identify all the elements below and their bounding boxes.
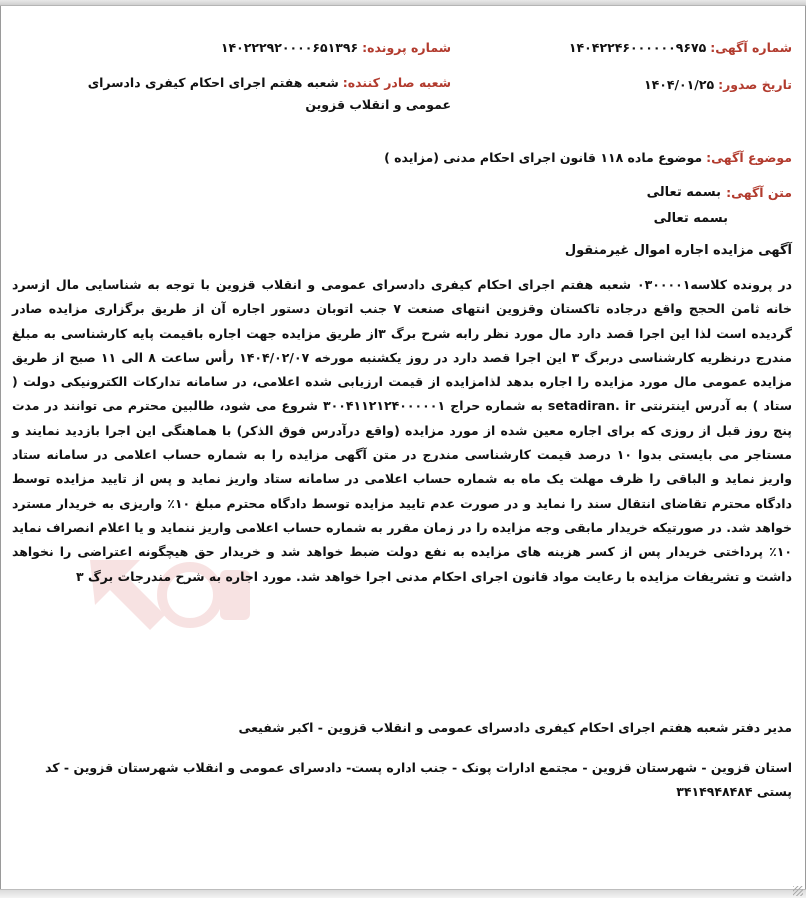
subject-label: موضوع آگهی: [706, 150, 792, 165]
case-number-field [221, 35, 451, 61]
issuer-field [51, 72, 451, 116]
ad-text-label-field [726, 180, 792, 206]
notice-title: آگهی مزایده اجاره اموال غیرمنقول [564, 243, 792, 258]
case-number-value: ۱۴۰۲۲۲۹۲۰۰۰۰۶۵۱۳۹۶ [220, 40, 359, 55]
address-line: استان قزوین - شهرستان قزوین - مجتمع ادارات پونک - جنب اداره پست- دادسرای عمومی و انقلاب شهرستان قزوین - کد پستی ۳۴۱۴۹۴۸۴۸۴ [45, 760, 792, 799]
window-bottom-edge [0, 889, 806, 898]
bismillah-line-2: بسمه تعالی [653, 211, 728, 226]
issuer-value: شعبه هفتم اجرای احکام کیفری دادسرای عمومی و انقلاب قزوین [87, 75, 451, 112]
ad-number-label: شماره آگهی: [710, 40, 792, 55]
issue-date-value: ۱۴۰۴/۰۱/۲۵ [643, 77, 715, 92]
issuer-label: شعبه صادر کننده: [342, 75, 451, 90]
ad-number-value: ۱۴۰۴۲۲۴۶۰۰۰۰۰۰۹۶۷۵ [568, 40, 707, 55]
ad-text-label: متن آگهی: [726, 185, 792, 200]
bismillah-line-1: بسمه تعالی [646, 185, 721, 200]
issue-date-field [644, 72, 792, 98]
signature-line: مدیر دفتر شعبه هفتم اجرای احکام کیفری دادسرای عمومی و انقلاب قزوین - اکبر شفیعی [238, 720, 792, 735]
window-top-edge [0, 0, 806, 6]
ad-number-field [569, 35, 792, 61]
issue-date-label: تاریخ صدور: [718, 77, 792, 92]
subject-field [384, 145, 792, 171]
case-number-label: شماره پرونده: [362, 40, 451, 55]
resize-grip-icon[interactable] [793, 886, 803, 896]
subject-value: موضوع ماده ۱۱۸ قانون اجرای احکام مدنی (مزایده ) [384, 150, 703, 165]
notice-body: در پرونده کلاسه۰۳۰۰۰۰۱ شعبه هفتم اجرای احکام کیفری دادسرای عمومی و انقلاب قزوین با توجه به شناسایی مال ازسرد خانه ثامن الحجج واقع درجاده تاکستان وقزوین انتهای صنعت ۷ جنب اتوبان دستور اجاره آن از طریق برگزاری مزایده صادر گردیده است لذا این اجرا قصد دارد مال مورد نظر رابه شرح برگ ۳از طریق مزایده جهت اجاره باقیمت پایه کارشناسی به مبلغ مندرج درنظریه کارشناسی دربرگ ۳ این اجرا قصد دارد در روز یکشنبه مورخه ۱۴۰۴/۰۲/۰۷ رأس ساعت ۸ الی ۱۱ صبح از طریق مزایده عمومی مال مورد مزایده را اجاره بدهد لذامزایده از قیمت ارزیابی شده اعلامی، در سامانه تدارکات الکترونیکی دولت ( ستاد ) به آدرس اینترنتی setadiran. ir به شماره حراج ۳۰۰۴۱۱۲۱۲۴۰۰۰۰۰۱ شروع می شود، طالبین محترم می توانند در مدت پنج روز قبل از روزی که برای اجاره معین شده از مورد مزایده (واقع درآدرس فوق الذکر) با هماهنگی این اجرا بازدید نمایند و مستاجر می بایستی بدوا ۱۰ درصد قیمت کارشناسی مندرج در متن آگهی مزایده را به شماره حساب اعلامی در سامانه ستاد واریز نماید و الباقی را ظرف مهلت یک ماه به شماره حساب اعلامی در سامانه ستاد واریز نماید و پس از تایید مزایده توسط دادگاه محترم تقاضای انتقال سند را نماید و در صورت عدم تایید مزایده توسط دادگاه محترم مبلغ ۱۰٪ واریزی به خریدار مسترد خواهد شد. در صورتیکه خریدار مابقی وجه مزایده را در زمان مقرر به شماره حساب اعلامی واریز ننماید و یا اعلام انصراف نماید ۱۰٪ پرداختی خریدار پس از کسر هزینه های مزایده به نفع دولت ضبط خواهد شد و خریدار حق هیچگونه اعتراضی را نخواهد داشت و تشریفات مزایده با رعایت مواد قانون اجرای احکام مدنی اجرا خواهد شد. مورد اجاره به شرح مندرجات برگ ۳ [12, 277, 793, 584]
